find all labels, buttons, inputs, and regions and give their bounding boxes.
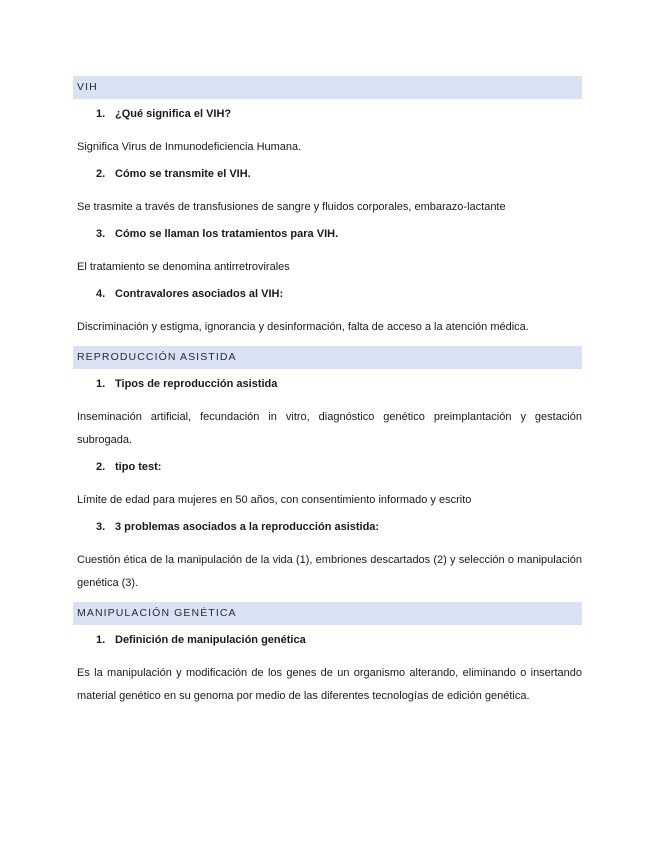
answer-text: Límite de edad para mujeres en 50 años, con consentimiento informado y escrito xyxy=(77,494,472,506)
answer-text: Se trasmite a través de transfusiones de sangre y fluidos corporales, embarazo-lactante xyxy=(77,201,506,213)
section-header: REPRODUCCIÓN ASISTIDA xyxy=(73,346,582,369)
question-heading xyxy=(73,519,582,535)
answer-text: Significa Virus de Inmunodeficiencia Humana. xyxy=(77,141,302,153)
answer-text: El tratamiento se denomina antirretrovirales xyxy=(77,261,290,273)
question-heading xyxy=(73,376,582,392)
question-number: 1. xyxy=(96,634,106,646)
section-vih xyxy=(73,76,582,339)
question-number: 1. xyxy=(96,378,106,390)
section-header: VIH xyxy=(73,76,582,99)
question-text: 3 problemas asociados a la reproducción asistida: xyxy=(115,521,380,533)
question-text: tipo test: xyxy=(115,461,162,473)
question-number: 3. xyxy=(96,521,106,533)
answer-text: Es la manipulación y modificación de los genes de un organismo alterando, eliminando o insertando material genético en su genoma por medio de las diferentes tecnologías de edición genética. xyxy=(77,667,582,702)
question-heading xyxy=(73,286,582,302)
section-manipulacion-genetica xyxy=(73,602,582,708)
question-text: Contravalores asociados al VIH: xyxy=(115,288,284,300)
answer-text: Discriminación y estigma, ignorancia y desinformación, falta de acceso a la atención médica. xyxy=(77,321,529,333)
question-text: Tipos de reproducción asistida xyxy=(115,378,278,390)
question-number: 2. xyxy=(96,168,106,180)
question-number: 3. xyxy=(96,228,106,240)
section-header: MANIPULACIÓN GENÉTICA xyxy=(73,602,582,625)
answer-text: Cuestión ética de la manipulación de la vida (1), embriones descartados (2) y selección o manipulación genética (3). xyxy=(77,554,582,589)
question-text: Definición de manipulación genética xyxy=(115,634,306,646)
question-heading xyxy=(73,166,582,182)
question-number: 2. xyxy=(96,461,106,473)
question-number: 1. xyxy=(96,108,106,120)
document-page xyxy=(73,76,582,715)
question-number: 4. xyxy=(96,288,106,300)
question-text: ¿Qué significa el VIH? xyxy=(115,108,232,120)
question-heading xyxy=(73,226,582,242)
answer-text: Inseminación artificial, fecundación in vitro, diagnóstico genético preimplantación y gestación subrogada. xyxy=(77,411,582,446)
question-text: Cómo se llaman los tratamientos para VIH. xyxy=(115,228,339,240)
section-reproduccion-asistida xyxy=(73,346,582,595)
question-heading xyxy=(73,632,582,648)
question-heading xyxy=(73,106,582,122)
question-text: Cómo se transmite el VIH. xyxy=(115,168,251,180)
question-heading xyxy=(73,459,582,475)
